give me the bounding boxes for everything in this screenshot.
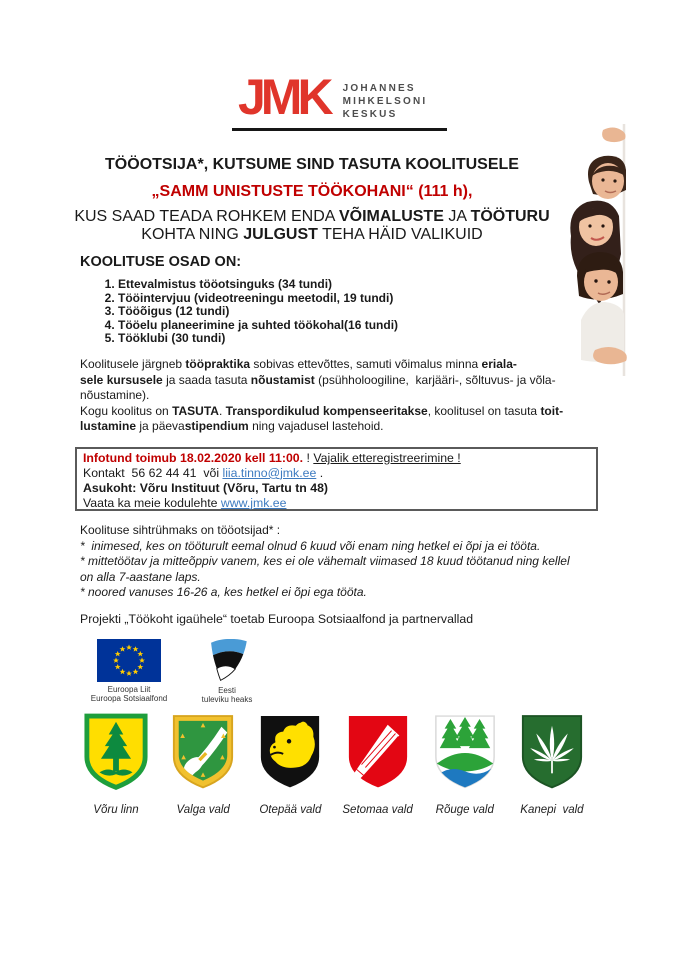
course-part: 4. Tööelu planeerimine ja suhted töökohal(16 tundi) xyxy=(118,319,560,333)
text-run: ! xyxy=(303,451,314,465)
man-face xyxy=(588,156,626,199)
hemp-leaf-arms-icon xyxy=(519,712,585,790)
text-run: Asukoht: Võru Instituut (Võru, Tartu tn 48) xyxy=(83,480,329,495)
municipality-rouge xyxy=(427,712,503,816)
text-run: . xyxy=(316,465,324,480)
target-group-item: * inimesed, kes on tööturult eemal olnud 6 kuud või enam ning hetkel ei õpi ja ei tööta. xyxy=(80,538,541,553)
website-link[interactable]: www.jmk.ee xyxy=(220,495,287,510)
course-part: 1. Ettevalmistus tööotsinguks (34 tundi) xyxy=(118,278,560,292)
text-run: sele kursusele xyxy=(80,372,163,387)
municipality-setomaa xyxy=(340,712,416,816)
eu-flag-icon xyxy=(97,639,161,682)
target-group-item: on alla 7-aastane laps. xyxy=(80,569,201,584)
text-run: toit- xyxy=(540,403,564,418)
jmk-org-name xyxy=(343,74,428,121)
headline-course-name: „SAMM UNISTUSTE TÖÖKOHANI“ (111 h), xyxy=(151,182,473,200)
text-run: eriala- xyxy=(481,357,517,371)
description-line xyxy=(80,357,612,373)
text-run: tööpraktika xyxy=(185,357,251,371)
funder-logos xyxy=(86,639,270,704)
municipality-otepaa xyxy=(252,712,328,816)
text-run: TÖÖTURU xyxy=(470,208,550,225)
headline-line4 xyxy=(38,226,586,244)
municipality-valga xyxy=(165,712,241,816)
young-man-face xyxy=(577,252,624,362)
municipality-label: Kanepi vald xyxy=(520,804,584,816)
website-line xyxy=(83,496,596,511)
municipality-arms-row xyxy=(78,712,590,816)
project-support-line: Projekti „Töökoht igaühele“ toetab Euroopa Sotsiaalfond ja partnervallad xyxy=(80,612,474,626)
course-description xyxy=(80,357,612,435)
municipality-label: Valga vald xyxy=(176,804,230,816)
description-line xyxy=(80,404,612,420)
estonian-flag-swoosh-icon xyxy=(195,639,259,683)
info-session-box xyxy=(75,447,598,511)
sword-arm-arms-icon xyxy=(170,712,236,790)
jmk-logo-letters: JMK xyxy=(238,69,329,125)
headline-line3 xyxy=(38,208,586,226)
text-run: sobivas ettevõttes, samuti võimalus minna xyxy=(250,357,482,371)
course-parts-heading: KOOLITUSE OSAD ON: xyxy=(80,254,242,270)
text-run: ja saada tasuta xyxy=(162,372,251,387)
text-run: stipendium xyxy=(184,419,249,433)
logo-divider-rule xyxy=(232,128,447,131)
estonia-future-logo xyxy=(184,639,270,704)
bear-head-arms-icon xyxy=(257,712,323,790)
municipality-kanepi xyxy=(514,712,590,816)
municipality-label: Setomaa vald xyxy=(342,804,413,816)
text-run: TASUTA xyxy=(172,403,219,418)
target-group-intro: Koolituse sihtrühmaks on tööotsijad* : xyxy=(80,523,281,537)
forest-lake-arms-icon xyxy=(432,712,498,790)
municipality-label: Otepää vald xyxy=(259,804,322,816)
text-run: (psühholoogiline, karjääri-, sõltuvus- ja võla- xyxy=(314,372,556,387)
text-run: KUS SAAD TEADA ROHKEM ENDA xyxy=(74,208,339,225)
text-run: nõustamine). xyxy=(80,388,150,402)
headline-block xyxy=(38,156,586,243)
eu-social-fund-logo xyxy=(86,639,172,704)
text-run: ja päeva xyxy=(136,419,185,433)
contact-line xyxy=(83,466,596,481)
course-part: 3. Tööõigus (12 tundi) xyxy=(118,305,560,319)
municipality-label: Võru linn xyxy=(93,804,139,816)
text-run: JA xyxy=(443,208,471,225)
course-parts-list xyxy=(80,278,560,346)
municipality-label: Rõuge vald xyxy=(435,804,494,816)
course-part: 5. Tööklubi (30 tundi) xyxy=(118,332,560,346)
target-group-item: * noored vanuses 16-26 a, kes hetkel ei õpi ega tööta. xyxy=(80,585,367,600)
text-run: Transpordikulud kompenseeritakse xyxy=(225,403,428,418)
org-line: JOHANNES xyxy=(342,83,416,94)
info-session-line xyxy=(83,451,596,466)
text-run: nõustamist xyxy=(250,372,315,387)
text-run: , koolitusel on tasuta xyxy=(427,403,541,418)
text-run: Koolitusele järgneb xyxy=(80,357,186,371)
description-line xyxy=(80,373,612,389)
headline-line1: TÖÖOTSIJA*, KUTSUME SIND TASUTA KOOLITUSELE xyxy=(105,156,519,173)
estonia-logo-caption: Eesti tuleviku heaks xyxy=(201,686,253,704)
text-run: Kogu koolitus on xyxy=(80,403,173,418)
target-group-item: * mittetöötav ja mitteõppiv vanem, kes ei ole vähemalt viimased 18 kuud töötanud ning kellel xyxy=(80,554,570,569)
text-run: KOHTA NING xyxy=(141,225,244,243)
text-run: Infotund toimub 18.02.2020 kell 11:00. xyxy=(83,451,304,465)
description-line xyxy=(80,388,612,404)
fir-tree-arms-icon xyxy=(83,712,149,790)
kannel-arms-icon xyxy=(345,712,411,790)
text-run: VÕIMALUSTE xyxy=(338,208,444,225)
text-run: Vajalik etteregistreerimine ! xyxy=(313,451,461,465)
text-run: Kontakt 56 62 44 41 või xyxy=(83,465,223,480)
course-part: 2. Tööintervjuu (videotreeningu meetodil, 19 tundi) xyxy=(118,292,560,306)
text-run: Vaata ka meie kodulehte xyxy=(83,495,221,510)
municipality-voru xyxy=(78,712,154,816)
eu-logo-caption: Euroopa Liit Euroopa Sotsiaalfond xyxy=(90,685,168,703)
text-run: . xyxy=(218,403,226,418)
target-group-block xyxy=(80,523,625,601)
org-line: MIHKELSONI xyxy=(342,96,428,107)
text-run: JULGUST xyxy=(243,225,318,243)
email-link[interactable]: liia.tinno@jmk.ee xyxy=(222,465,317,480)
text-run: lustamine xyxy=(80,419,137,433)
location-line xyxy=(83,481,596,496)
jmk-logo xyxy=(238,69,428,125)
org-line: KESKUS xyxy=(342,109,398,120)
description-line xyxy=(80,419,612,435)
text-run: TEHA HÄID VALIKUID xyxy=(317,225,483,243)
text-run: ning vajadusel lastehoid. xyxy=(248,419,384,433)
